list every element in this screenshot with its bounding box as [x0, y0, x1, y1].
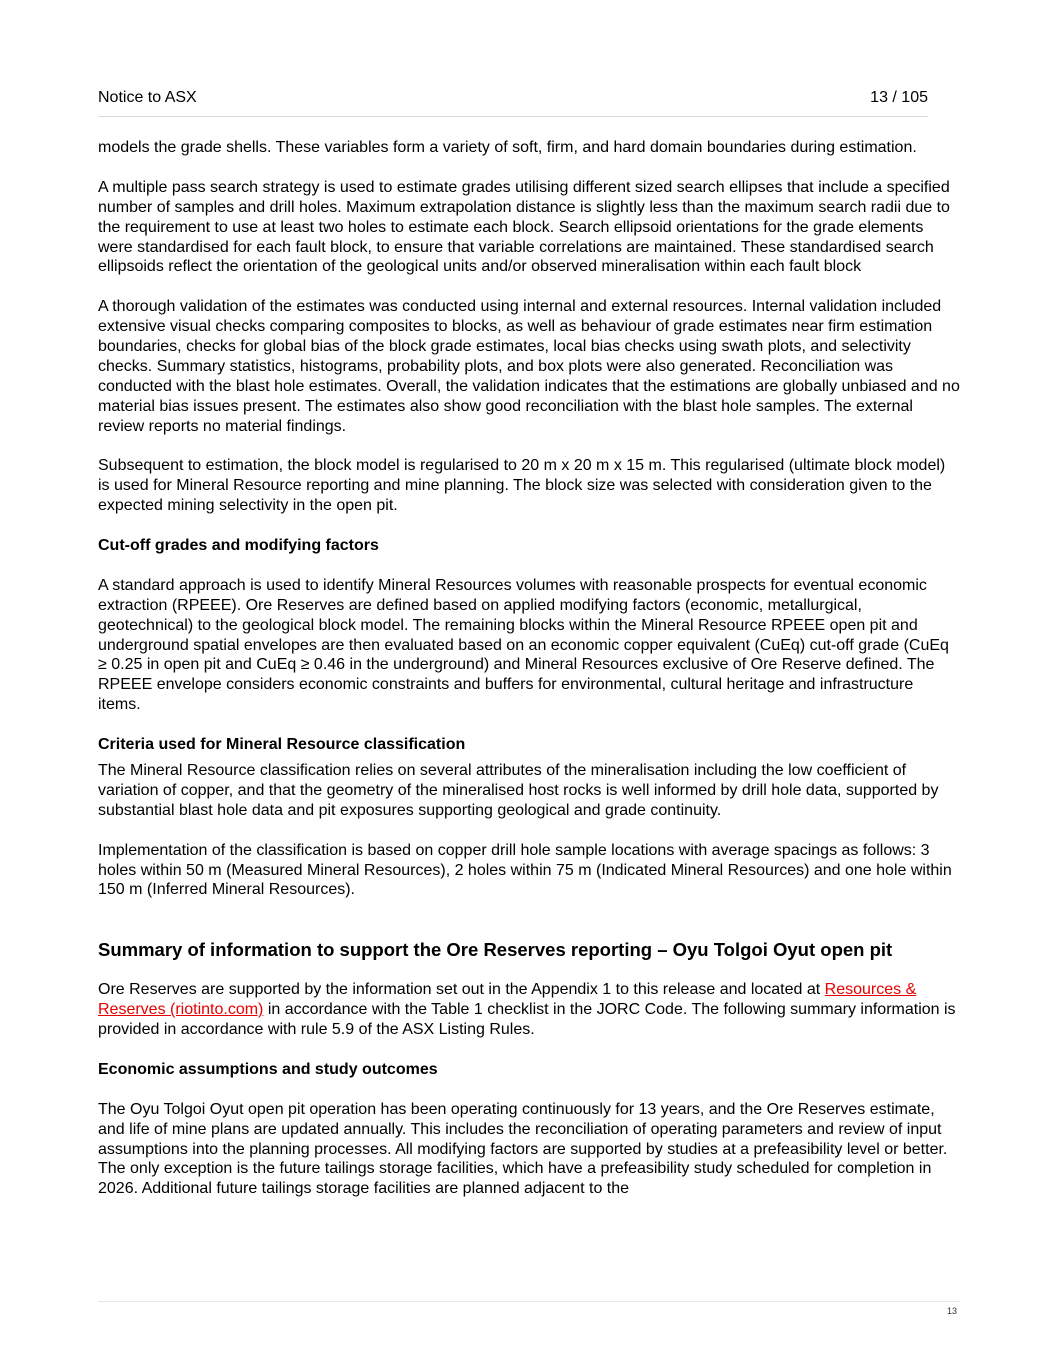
paragraph-grade-shells: models the grade shells. These variables form a variety of soft, firm, and hard domain boundaries during estimation. [98, 139, 917, 156]
resources-reserves-link[interactable]: Resources & Reserves (riotinto.com) [98, 981, 917, 1019]
paragraph-search-strategy: A multiple pass search strategy is used to estimate grades utilising different sized search ellipses that include a specified number of samples and drill holes. Maximum extrapolation distance is slightly less than the maximum search radii due to the requirement to use at least two holes to estimate each block. Search ellipsoid orientations for the grade elements were standardised for each fault block, to ensure that variable correlations are maintained. These standardised search ellipsoids reflect the orientation of the geological units and/or observed mineralisation within each fault block [98, 178, 950, 276]
paragraph-rpeee: A standard approach is used to identify Mineral Resources volumes with reasonable prospects for eventual economic extraction (RPEEE). Ore Reserves are defined based on applied modifying factors (economic, metallurgical, geotechnical) to the geological block model. The remaining blocks within the Mineral Resource RPEEE open pit and underground spatial envelopes are then evaluated based on an economic copper equivalent (CuEq) cut-off grade (CuEq ≥ 0.25 in open pit and CuEq ≥ 0.46 in the underground) and Mineral Resources exclusive of Ore Reserve defined. The RPEEE envelope considers economic constraints and buffers for environmental, cultural heritage and infrastructure items. [98, 576, 949, 714]
document-body [98, 138, 960, 1219]
paragraph-regularisation: Subsequent to estimation, the block model is regularised to 20 m x 20 m x 15 m. This regularised (ultimate block model) is used for Mineral Resource reporting and mine planning. The block size was selected with consideration given to the expected mining selectivity in the open pit. [98, 457, 946, 515]
paragraph-implementation: Implementation of the classification is based on copper drill hole sample locations with average spacings as follows: 3 holes within 50 m (Measured Mineral Resources), 2 holes within 75 m (Indicated Mineral Resources) and one hole within 150 m (Inferred Mineral Resources). [98, 841, 952, 899]
paragraph-ore-reserves [98, 980, 960, 1040]
header-page-count: 13 / 105 [870, 89, 928, 106]
heading-cutoff-grades: Cut-off grades and modifying factors [98, 537, 379, 555]
paragraph-validation: A thorough validation of the estimates was conducted using internal and external resources. Internal validation included extensive visual checks comparing composites to blocks, as well as behaviour of grade estimates near firm estimation boundaries, checks for global bias of the block grade estimates, local bias checks using swath plots, and selectivity checks. Summary statistics, histograms, probability plots, and box plots were also generated. Reconciliation was conducted with the blast hole estimates. Overall, the validation indicates that the estimations are globally unbiased and no material bias issues present. The estimates also show good reconciliation with the blast hole samples. The external review reports no material findings. [98, 298, 960, 435]
heading-economic-assumptions: Economic assumptions and study outcomes [98, 1060, 438, 1078]
paragraph-ore-reserves-text-after: in accordance with the Table 1 checklist in the JORC Code. The following summary information is provided in accordance with rule 5.9 of the ASX Listing Rules. [98, 1001, 956, 1039]
heading-classification-criteria: Criteria used for Mineral Resource classification [98, 736, 466, 754]
paragraph-open-pit-operation: The Oyu Tolgoi Oyut open pit operation has been operating continuously for 13 years, and the Ore Reserves estimate, and life of mine plans are updated annually. This includes the reconciliation of operating parameters and review of input assumptions into the planning processes. All modifying factors are supported by studies at a prefeasibility level or better. The only exception is the future tailings storage facilities, which have a prefeasibility study scheduled for completion in 2026. Additional future tailings storage facilities are planned adjacent to the [98, 1100, 948, 1198]
paragraph-ore-reserves-text-before: Ore Reserves are supported by the information set out in the Appendix 1 to this release and located at [98, 981, 825, 999]
paragraph-classification: The Mineral Resource classification relies on several attributes of the mineralisation including the low coefficient of variation of copper, and that the geometry of the mineralised host rocks is well informed by drill hole data, supported by substantial blast hole data and pit exposures supporting geological and grade continuity. [98, 762, 939, 819]
header-title: Notice to ASX [98, 89, 197, 106]
footer-page-number: 13 [946, 1306, 957, 1316]
footer-divider [98, 1301, 960, 1302]
heading-ore-reserves-summary: Summary of information to support the Ore Reserves reporting – Oyu Tolgoi Oyut open pit [98, 939, 893, 961]
page-header [98, 89, 928, 117]
